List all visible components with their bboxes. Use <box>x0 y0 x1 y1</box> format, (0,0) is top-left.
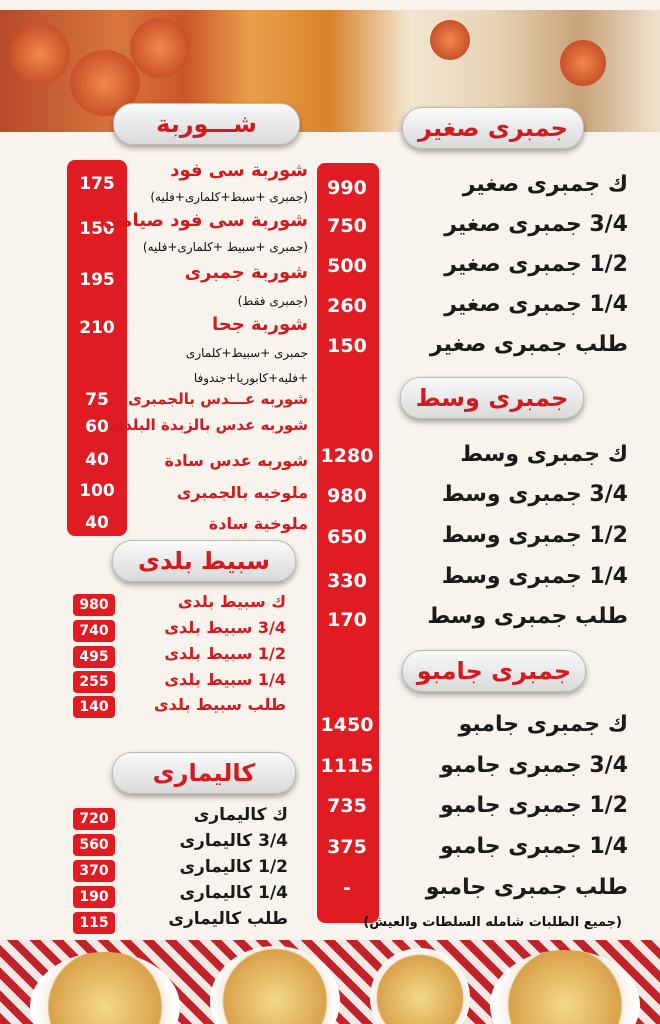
price: 370 <box>73 860 115 882</box>
price: 190 <box>73 886 115 908</box>
price: 100 <box>79 481 115 501</box>
menu-item: 1/4 جمبرى وسط <box>441 564 628 589</box>
price: 255 <box>73 671 115 693</box>
price: - <box>343 877 351 899</box>
menu-item: 3/4 جمبرى جامبو <box>440 753 628 778</box>
price: 740 <box>73 620 115 642</box>
menu-item: 3/4 جمبرى وسط <box>441 482 628 507</box>
menu-item: طلب جمبرى جامبو <box>425 875 628 900</box>
price: 40 <box>85 513 109 533</box>
price: 650 <box>327 526 367 548</box>
shrimp-image <box>10 24 70 84</box>
price: 210 <box>79 318 115 338</box>
dish-image <box>370 948 470 1024</box>
price: 560 <box>73 834 115 856</box>
menu-item: 1/2 كاليمارى <box>179 857 288 877</box>
section-title-soup: شـــوربة <box>113 103 300 145</box>
price: 750 <box>327 215 367 237</box>
menu-item: 1/2 جمبرى صغير <box>444 252 628 277</box>
price: 500 <box>327 255 367 277</box>
price: 150 <box>327 335 367 357</box>
section-title-calamari: كاليمارى <box>112 752 296 794</box>
price: 980 <box>73 594 115 616</box>
price: 735 <box>327 795 367 817</box>
price: 40 <box>85 450 109 470</box>
price: 75 <box>85 390 109 410</box>
menu-item: ك كاليمارى <box>193 805 288 825</box>
shrimp-image <box>560 40 606 86</box>
footer-food-photo <box>0 940 660 1024</box>
price: 495 <box>73 646 115 668</box>
menu-item: 3/4 كاليمارى <box>179 831 288 851</box>
menu-item: 1/4 جمبرى صغير <box>444 292 628 317</box>
menu-item-desc: +فليه+كابوريا+جندوفا <box>193 371 308 385</box>
menu-item: طلب جمبرى صغير <box>429 332 628 357</box>
menu-item: شوربه عـــدس بالجمبرى <box>128 390 308 408</box>
menu-item: 3/4 سبيط بلدى <box>164 618 286 637</box>
price: 990 <box>327 177 367 199</box>
menu-item: ك جمبرى صغير <box>462 172 628 197</box>
section-title-shrimp-jumbo: جمبرى جامبو <box>402 650 586 692</box>
menu-item: شوربة جمبرى <box>184 262 308 283</box>
menu-item: طلب سبيط بلدى <box>153 695 286 714</box>
shrimp-image <box>130 18 190 78</box>
menu-item: شوربة جحا <box>212 314 308 335</box>
price: 60 <box>85 417 109 437</box>
menu-item: ك جمبرى وسط <box>460 442 628 467</box>
section-title-bream: سبيط بلدى <box>112 540 296 582</box>
price: 720 <box>73 808 115 830</box>
menu-item: 1/4 جمبرى جامبو <box>440 834 628 859</box>
price: 1115 <box>320 755 374 777</box>
menu-item: 1/4 كاليمارى <box>179 883 288 903</box>
section-title-shrimp-medium: جمبرى وسط <box>400 377 584 419</box>
dish-image <box>490 950 640 1024</box>
price: 115 <box>73 912 115 934</box>
menu-item: شوربة سى فود <box>170 160 308 181</box>
price: 175 <box>79 174 115 194</box>
dish-image <box>30 952 180 1024</box>
price: 260 <box>327 295 367 317</box>
menu-item: شوربه عدس سادة <box>164 451 308 470</box>
shrimp-image <box>430 20 470 60</box>
menu-item-desc: جمبرى +سبيط+كلمارى <box>185 346 308 360</box>
menu-item: طلب جمبرى وسط <box>427 604 628 629</box>
price: 375 <box>327 836 367 858</box>
menu-item: 1/4 سبيط بلدى <box>164 670 286 689</box>
menu-item: ك سبيط بلدى <box>177 592 286 611</box>
menu-item: ك جمبرى جامبو <box>458 712 628 737</box>
menu-item: شوربه عدس بالزبدة البلدى <box>110 416 308 434</box>
price: 195 <box>79 270 115 290</box>
price: 980 <box>327 485 367 507</box>
menu-item: ملوخيه بالجمبرى <box>176 483 308 502</box>
menu-item: 3/4 جمبرى صغير <box>444 212 628 237</box>
menu-item: 1/2 سبيط بلدى <box>164 644 286 663</box>
menu-item: 1/2 جمبرى وسط <box>441 523 628 548</box>
footer-note: (جميع الطلبات شامله السلطات والعيش) <box>363 915 622 930</box>
price: 330 <box>327 570 367 592</box>
price: 140 <box>73 696 115 718</box>
dish-image <box>210 946 340 1024</box>
price: 1280 <box>320 445 374 467</box>
menu-item-desc: (جمبرى +سبط+كلمارى+فليه) <box>150 190 308 204</box>
menu-item-desc: (جمبرى +سبيط +كلمارى+فليه) <box>142 240 308 254</box>
price: 1450 <box>320 714 374 736</box>
price: 150 <box>79 219 115 239</box>
menu-item: شوربة سى فود صيامى <box>103 210 308 231</box>
menu-item: طلب كاليمارى <box>168 909 288 929</box>
menu-item-desc: (جمبرى فقط) <box>237 294 308 308</box>
menu-item: ملوخية سادة <box>208 514 308 533</box>
price: 170 <box>327 609 367 631</box>
menu-item: 1/2 جمبرى جامبو <box>440 793 628 818</box>
section-title-shrimp-small: جمبرى صغير <box>402 107 584 149</box>
